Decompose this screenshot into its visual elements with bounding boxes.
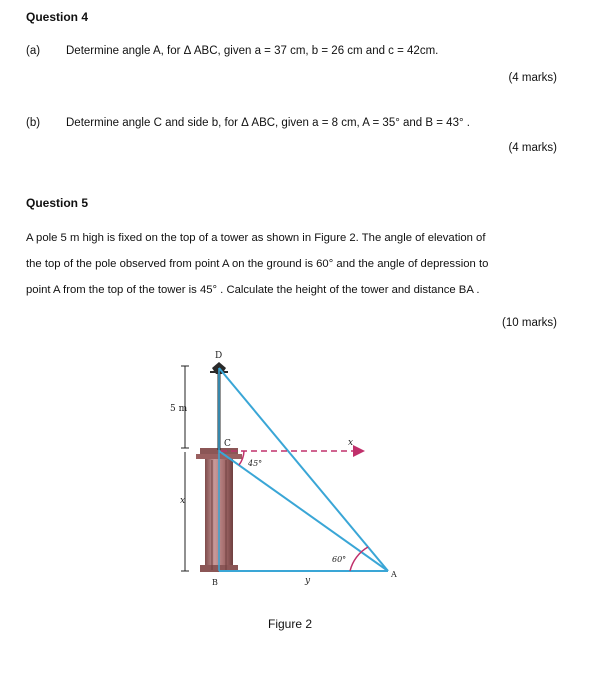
question-5-heading: Question 5 — [26, 196, 89, 210]
part-b-label: (b) — [26, 117, 41, 129]
tower-height-dimension — [181, 452, 189, 571]
part-b-text: Determine angle C and side b, for Δ ABC, given a = 8 cm, A = 35° and B = 43° . — [66, 117, 470, 129]
part-b-marks: (4 marks) — [508, 142, 557, 154]
label-elevation-angle: 60° — [332, 555, 347, 564]
label-ground-distance: y — [305, 576, 311, 586]
label-pole-height: 5 m — [170, 404, 188, 414]
label-d: D — [215, 351, 223, 361]
question-4-heading: Question 4 — [26, 10, 89, 24]
label-depression-angle: 45° — [248, 459, 263, 468]
question-5-line: the top of the pole observed from point A on the ground is 60° and the angle of depression to — [26, 258, 489, 270]
label-c: C — [224, 439, 231, 449]
label-a: A — [391, 570, 397, 579]
part-a-label: (a) — [26, 45, 41, 57]
question-5-marks: (10 marks) — [502, 317, 557, 329]
question-5-line: A pole 5 m high is fixed on the top of a tower as shown in Figure 2. The angle of elevation of — [26, 232, 486, 244]
label-horizontal: x — [348, 438, 354, 448]
label-tower-height: x — [180, 496, 186, 506]
figure-caption: Figure 2 — [268, 617, 313, 631]
question-5-line: point A from the top of the tower is 45° . Calculate the height of the tower and distance BA . — [26, 284, 480, 296]
part-a-marks: (4 marks) — [508, 72, 557, 84]
label-b: B — [212, 578, 218, 587]
part-a-text: Determine angle A, for Δ ABC, given a = 37 cm, b = 26 cm and c = 42cm. — [66, 45, 439, 57]
